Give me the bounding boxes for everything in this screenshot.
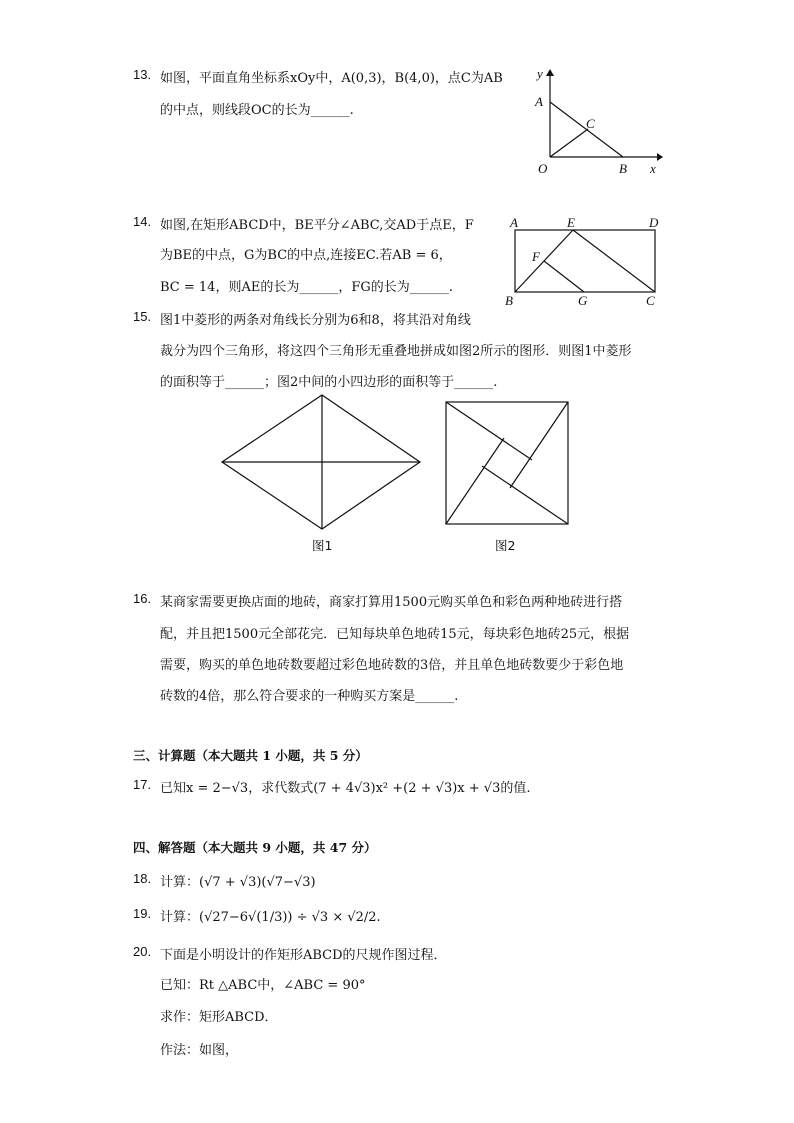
- q20-number: 20.: [133, 944, 152, 959]
- q16-text-line1: 某商家需要更换店面的地砖，商家打算用1500元购买单色和彩色两种地砖进行搭: [160, 595, 623, 610]
- q13-fig-c-label: C: [586, 116, 595, 131]
- q14-text-line3: BC = 14，则AE的长为______，FG的长为______.: [160, 280, 453, 295]
- q15-text-line2: 裁分为四个三角形，将这四个三角形无重叠地拼成如图2所示的图形．则图1中菱形: [160, 344, 632, 359]
- q13-fig-y-label: y: [537, 66, 543, 81]
- q18-number: 18.: [133, 871, 152, 886]
- q16-number: 16.: [133, 591, 152, 606]
- q16-text-line4: 砖数的4倍，那么符合要求的一种购买方案是______.: [160, 689, 459, 704]
- q15-number: 15.: [133, 309, 152, 324]
- q14-fig-a-label: A: [510, 215, 518, 230]
- q15-figure1-caption: 图1: [312, 538, 333, 553]
- q14-number: 14.: [133, 214, 152, 229]
- q15-figure1-rhombus: [220, 393, 425, 533]
- q15-text-line1: 图1中菱形的两条对角线长分别为6和8，将其沿对角线: [160, 313, 471, 328]
- q20-text-line2: 已知：Rt △ABC中，∠ABC = 90°: [160, 978, 366, 993]
- q14-fig-e-label: E: [567, 215, 575, 230]
- q20-text-line4: 作法：如图，: [160, 1043, 239, 1058]
- q13-text-line1: 如图，平面直角坐标系xOy中，A(0,3)，B(4,0)，点C为AB: [160, 71, 503, 86]
- q13-coordinate-figure: [525, 62, 665, 178]
- q14-fig-b-label: B: [505, 293, 513, 308]
- q13-fig-a-label: A: [535, 94, 543, 109]
- q16-text-line3: 需要，购买的单色地砖数要超过彩色地砖数的3倍，并且单色地砖数要少于彩色地: [160, 658, 624, 673]
- q13-fig-o-label: O: [538, 161, 548, 176]
- q17-number: 17.: [133, 777, 152, 792]
- q19-number: 19.: [133, 906, 152, 921]
- section4-title: 四、解答题（本大题共 9 小题，共 47 分）: [133, 840, 377, 855]
- q14-text-line2: 为BE的中点，G为BC的中点,连接EC.若AB = 6，: [160, 248, 452, 263]
- q14-fig-d-label: D: [649, 215, 659, 230]
- q13-number: 13.: [133, 67, 152, 82]
- q19-text: 计算：(√27−6√(1/3)) ÷ √3 × √2/2.: [160, 910, 381, 925]
- q15-text-line3: 的面积等于______；图2中间的小四边形的面积等于______.: [160, 375, 498, 390]
- q15-figure2-caption: 图2: [495, 538, 516, 553]
- q14-fig-c-label: C: [646, 293, 655, 308]
- q13-text-line2: 的中点，则线段OC的长为______.: [160, 103, 354, 118]
- q16-text-line2: 配，并且把1500元全部花完．已知每块单色地砖15元，每块彩色地砖25元，根据: [160, 627, 630, 642]
- q14-fig-f-label: F: [532, 249, 540, 264]
- q14-fig-g-label: G: [578, 293, 588, 308]
- q14-rectangle-figure: [500, 212, 665, 310]
- q20-text-line3: 求作：矩形ABCD．: [160, 1010, 278, 1025]
- section3-title: 三、计算题（本大题共 1 小题，共 5 分）: [133, 748, 368, 763]
- q13-fig-b-label: B: [619, 161, 627, 176]
- q20-text-line1: 下面是小明设计的作矩形ABCD的尺规作图过程．: [160, 948, 447, 963]
- q14-text-line1: 如图,在矩形ABCD中，BE平分∠ABC,交AD于点E，F: [160, 218, 474, 233]
- q15-figure2-square: [444, 400, 572, 528]
- q18-text: 计算：(√7 + √3)(√7−√3): [160, 875, 316, 890]
- q13-fig-x-label: x: [650, 161, 656, 176]
- q17-text: 已知x = 2−√3，求代数式(7 + 4√3)x² +(2 + √3)x + √3的值.: [160, 781, 531, 796]
